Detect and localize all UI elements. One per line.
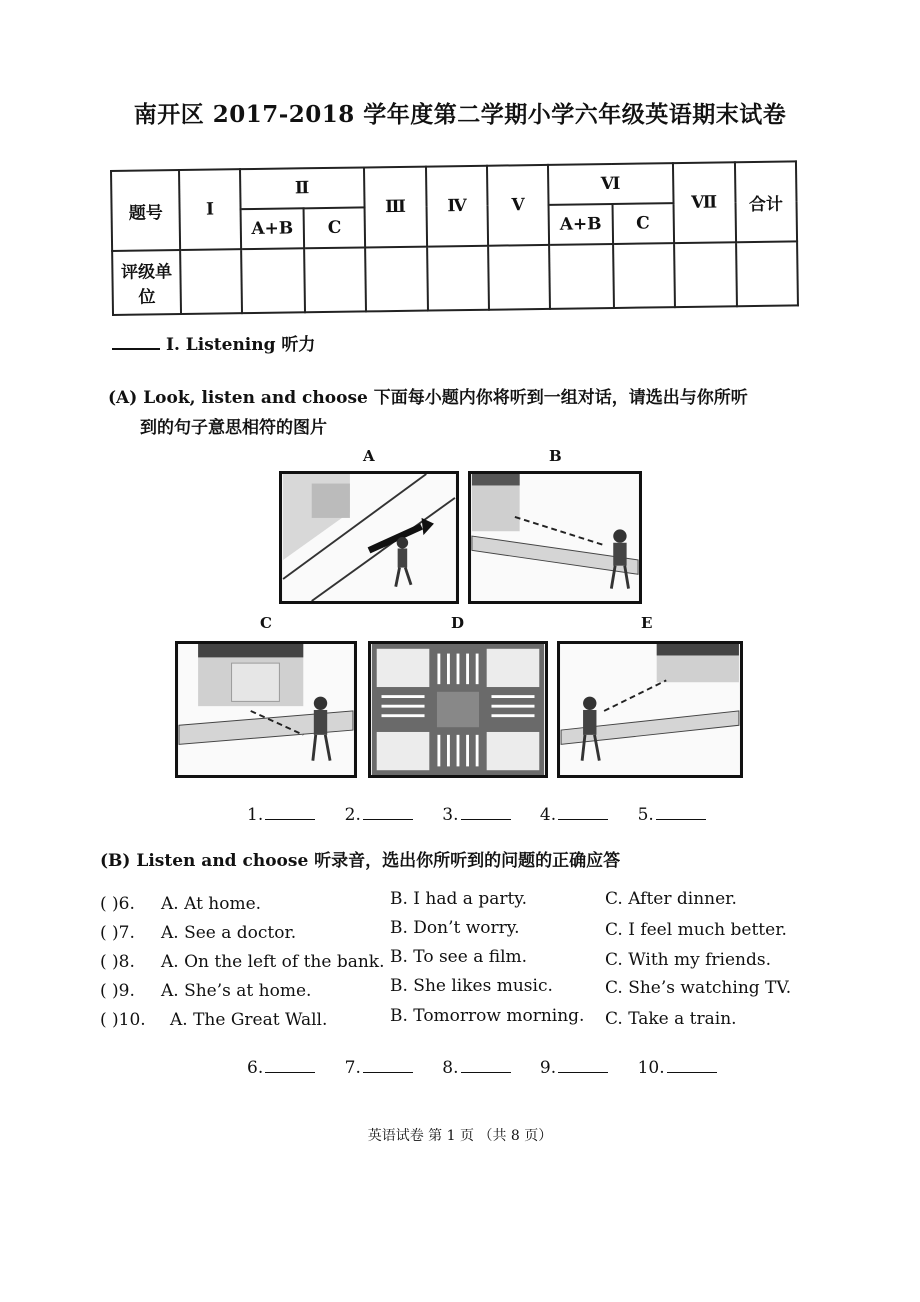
answer-blank[interactable] bbox=[265, 819, 315, 820]
col-3: Ⅲ bbox=[364, 167, 427, 248]
question-10-number: ( )10. bbox=[100, 1010, 146, 1030]
score-cell[interactable] bbox=[180, 249, 241, 314]
score-cell[interactable] bbox=[488, 245, 550, 310]
part-b-answer-row bbox=[247, 1058, 741, 1078]
answer-label: 3. bbox=[442, 805, 459, 825]
answer-blank[interactable] bbox=[558, 1072, 608, 1073]
answer-blank[interactable] bbox=[363, 1072, 413, 1073]
answer-blank[interactable] bbox=[461, 1072, 511, 1073]
answer-blank[interactable] bbox=[656, 819, 706, 820]
question-9-option-c: C. She’s watching TV. bbox=[605, 978, 792, 998]
answer-label: 7. bbox=[344, 1058, 361, 1078]
question-6-option-c: C. After dinner. bbox=[605, 889, 737, 909]
question-10-option-a: A. The Great Wall. bbox=[170, 1010, 328, 1030]
question-7-option-b: B. Don’t worry. bbox=[390, 918, 520, 938]
section-1-title: Ⅰ. Listening 听力 bbox=[166, 335, 316, 355]
answer-label: 1. bbox=[247, 805, 264, 825]
picture-label-e: E bbox=[641, 614, 653, 632]
col-6-ab: A+B bbox=[548, 204, 612, 245]
question-9-number: ( )9. bbox=[100, 981, 135, 1001]
question-7-option-c: C. I feel much better. bbox=[605, 920, 787, 940]
picture-d bbox=[368, 641, 548, 778]
picture-label-a: A bbox=[363, 447, 375, 465]
part-a-instructions bbox=[108, 383, 808, 443]
col-4: Ⅳ bbox=[426, 166, 489, 247]
question-6-option-b: B. I had a party. bbox=[390, 889, 528, 909]
picture-label-b: B bbox=[549, 447, 562, 465]
table-label-number: 题号 bbox=[111, 170, 180, 251]
picture-label-c: C bbox=[260, 614, 272, 632]
answer-blank[interactable] bbox=[558, 819, 608, 820]
score-cell[interactable] bbox=[674, 242, 737, 307]
question-9-option-a: A. She’s at home. bbox=[161, 981, 312, 1001]
answer-blank[interactable] bbox=[667, 1072, 717, 1073]
score-cell[interactable] bbox=[736, 241, 798, 306]
picture-b bbox=[468, 471, 642, 604]
col-5: Ⅴ bbox=[487, 165, 549, 246]
answer-label: 8. bbox=[442, 1058, 459, 1078]
picture-e bbox=[557, 641, 743, 778]
question-10-option-c: C. Take a train. bbox=[605, 1009, 737, 1029]
answer-label: 9. bbox=[539, 1058, 557, 1078]
score-cell[interactable] bbox=[427, 246, 489, 311]
question-8-number: ( )8. bbox=[100, 952, 135, 972]
question-9-option-b: B. She likes music. bbox=[390, 976, 553, 996]
question-8-option-b: B. To see a film. bbox=[390, 947, 528, 967]
question-7-number: ( )7. bbox=[100, 923, 135, 943]
score-cell[interactable] bbox=[365, 247, 427, 312]
question-10-option-b: B. Tomorrow morning. bbox=[390, 1006, 585, 1026]
answer-label: 10. bbox=[637, 1058, 665, 1078]
question-8-option-a: A. On the left of the bank. bbox=[161, 952, 385, 972]
col-total: 合计 bbox=[735, 161, 797, 242]
part-a-line2: 到的句子意思相符的图片 bbox=[140, 418, 327, 438]
col-6: Ⅵ bbox=[548, 163, 673, 205]
answer-blank[interactable] bbox=[363, 819, 413, 820]
score-cell[interactable] bbox=[241, 248, 306, 313]
part-a-answer-row bbox=[247, 805, 730, 825]
part-b-heading: (B) Listen and choose 听录音，选出你所听到的问题的正确应答 bbox=[100, 851, 621, 871]
picture-label-d: D bbox=[451, 614, 465, 632]
exam-title: 南开区 2017-2018 学年度第二学期小学六年级英语期末试卷 bbox=[133, 101, 787, 128]
col-2-ab: A+B bbox=[240, 208, 304, 249]
score-cell[interactable] bbox=[613, 243, 675, 308]
question-6-option-a: A. At home. bbox=[161, 894, 262, 914]
col-7: Ⅶ bbox=[673, 162, 736, 243]
answer-label: 4. bbox=[539, 805, 557, 825]
answer-label: 5. bbox=[637, 805, 654, 825]
picture-c bbox=[175, 641, 357, 778]
col-1: Ⅰ bbox=[179, 169, 240, 250]
table-label-grader: 评级单位 bbox=[112, 250, 181, 315]
section-score-blank[interactable] bbox=[112, 348, 160, 350]
col-2-c: C bbox=[304, 207, 365, 248]
score-cell[interactable] bbox=[304, 247, 366, 312]
question-8-option-c: C. With my friends. bbox=[605, 950, 772, 970]
score-cell[interactable] bbox=[549, 244, 614, 309]
section-1-heading bbox=[112, 330, 315, 355]
page-footer: 英语试卷 第 1 页 （共 8 页） bbox=[367, 1128, 553, 1144]
picture-a bbox=[279, 471, 459, 604]
col-2: Ⅱ bbox=[240, 167, 365, 209]
answer-blank[interactable] bbox=[461, 819, 511, 820]
score-table bbox=[110, 160, 799, 316]
question-6-number: ( )6. bbox=[100, 894, 135, 914]
answer-blank[interactable] bbox=[265, 1072, 315, 1073]
col-6-c: C bbox=[612, 203, 673, 244]
question-7-option-a: A. See a doctor. bbox=[161, 923, 297, 943]
answer-label: 2. bbox=[344, 805, 361, 825]
answer-label: 6. bbox=[247, 1058, 264, 1078]
part-a-line1: (A) Look, listen and choose 下面每小题内你将听到一组对话，请选出与你所听 bbox=[108, 388, 748, 408]
